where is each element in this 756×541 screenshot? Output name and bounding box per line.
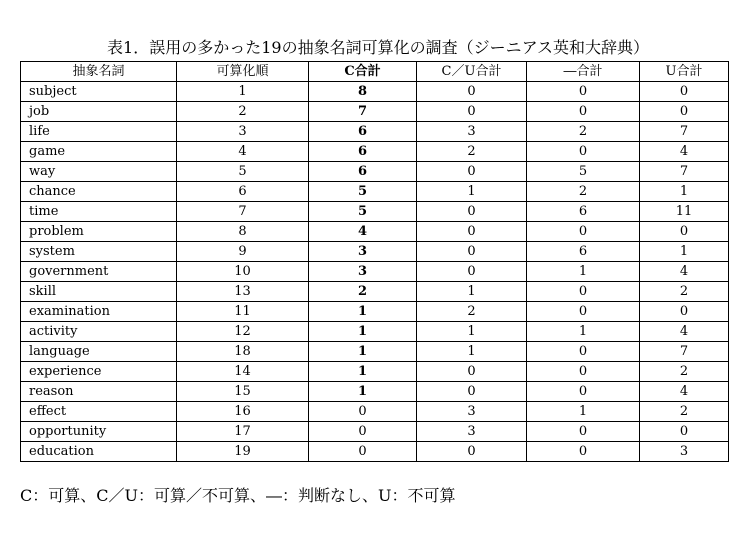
table-row [21, 442, 729, 462]
legend-note: C：可算、C／U：可算／不可算、―：判断なし、U：不可算 [20, 486, 456, 505]
cell-noun: skill [21, 282, 177, 302]
cell-cu-total: 3 [417, 402, 527, 422]
cell-cu-total: 1 [417, 282, 527, 302]
table-row [21, 282, 729, 302]
cell-cu-total: 0 [417, 262, 527, 282]
cell-dash-total: 0 [527, 282, 640, 302]
cell-dash-total: 1 [527, 402, 640, 422]
cell-noun: opportunity [21, 422, 177, 442]
cell-rank: 5 [177, 162, 309, 182]
cell-dash-total: 0 [527, 82, 640, 102]
cell-cu-total: 0 [417, 442, 527, 462]
table-row [21, 242, 729, 262]
table-row [21, 322, 729, 342]
cell-cu-total: 0 [417, 102, 527, 122]
cell-dash-total: 0 [527, 442, 640, 462]
cell-u-total: 1 [640, 182, 729, 202]
cell-u-total: 7 [640, 342, 729, 362]
cell-rank: 6 [177, 182, 309, 202]
cell-c-total: 1 [309, 362, 417, 382]
table-row [21, 402, 729, 422]
table-row [21, 422, 729, 442]
cell-rank: 1 [177, 82, 309, 102]
cell-rank: 10 [177, 262, 309, 282]
table-body [21, 82, 729, 462]
table-row [21, 202, 729, 222]
cell-noun: game [21, 142, 177, 162]
cell-rank: 9 [177, 242, 309, 262]
cell-cu-total: 2 [417, 142, 527, 162]
table-row [21, 142, 729, 162]
cell-c-total: 6 [309, 142, 417, 162]
cell-rank: 17 [177, 422, 309, 442]
table-row [21, 302, 729, 322]
cell-rank: 2 [177, 102, 309, 122]
cell-noun: government [21, 262, 177, 282]
cell-rank: 15 [177, 382, 309, 402]
noun-countability-table [20, 61, 729, 462]
cell-rank: 14 [177, 362, 309, 382]
cell-c-total: 0 [309, 422, 417, 442]
cell-u-total: 1 [640, 242, 729, 262]
cell-c-total: 8 [309, 82, 417, 102]
header-rank: 可算化順 [177, 62, 309, 82]
cell-dash-total: 0 [527, 142, 640, 162]
table-row [21, 342, 729, 362]
cell-dash-total: 1 [527, 262, 640, 282]
cell-noun: system [21, 242, 177, 262]
table-row [21, 222, 729, 242]
cell-cu-total: 1 [417, 182, 527, 202]
cell-dash-total: 0 [527, 422, 640, 442]
cell-u-total: 0 [640, 102, 729, 122]
cell-rank: 3 [177, 122, 309, 142]
cell-cu-total: 1 [417, 322, 527, 342]
cell-c-total: 5 [309, 202, 417, 222]
cell-noun: problem [21, 222, 177, 242]
cell-cu-total: 0 [417, 82, 527, 102]
cell-cu-total: 0 [417, 202, 527, 222]
cell-noun: activity [21, 322, 177, 342]
cell-rank: 11 [177, 302, 309, 322]
cell-u-total: 3 [640, 442, 729, 462]
cell-u-total: 4 [640, 322, 729, 342]
cell-noun: experience [21, 362, 177, 382]
cell-c-total: 0 [309, 442, 417, 462]
cell-cu-total: 2 [417, 302, 527, 322]
cell-dash-total: 0 [527, 302, 640, 322]
cell-cu-total: 3 [417, 422, 527, 442]
cell-noun: subject [21, 82, 177, 102]
cell-c-total: 3 [309, 242, 417, 262]
cell-u-total: 4 [640, 262, 729, 282]
cell-noun: chance [21, 182, 177, 202]
cell-cu-total: 0 [417, 162, 527, 182]
cell-rank: 7 [177, 202, 309, 222]
header-c-total: C合計 [309, 62, 417, 82]
cell-dash-total: 5 [527, 162, 640, 182]
cell-dash-total: 0 [527, 222, 640, 242]
cell-noun: education [21, 442, 177, 462]
cell-u-total: 2 [640, 402, 729, 422]
cell-c-total: 4 [309, 222, 417, 242]
cell-noun: effect [21, 402, 177, 422]
cell-dash-total: 0 [527, 362, 640, 382]
cell-c-total: 1 [309, 382, 417, 402]
cell-noun: reason [21, 382, 177, 402]
cell-u-total: 4 [640, 142, 729, 162]
cell-c-total: 7 [309, 102, 417, 122]
cell-cu-total: 0 [417, 382, 527, 402]
cell-c-total: 1 [309, 322, 417, 342]
cell-noun: language [21, 342, 177, 362]
cell-rank: 18 [177, 342, 309, 362]
cell-u-total: 0 [640, 302, 729, 322]
table-row [21, 382, 729, 402]
cell-u-total: 2 [640, 362, 729, 382]
cell-c-total: 2 [309, 282, 417, 302]
table-header-row [21, 62, 729, 82]
cell-dash-total: 6 [527, 242, 640, 262]
cell-noun: examination [21, 302, 177, 322]
header-noun: 抽象名詞 [21, 62, 177, 82]
cell-u-total: 0 [640, 82, 729, 102]
cell-rank: 13 [177, 282, 309, 302]
table-row [21, 122, 729, 142]
cell-cu-total: 1 [417, 342, 527, 362]
header-u-total: U合計 [640, 62, 729, 82]
cell-c-total: 1 [309, 342, 417, 362]
table-row [21, 362, 729, 382]
cell-dash-total: 6 [527, 202, 640, 222]
cell-rank: 4 [177, 142, 309, 162]
cell-rank: 12 [177, 322, 309, 342]
cell-dash-total: 2 [527, 122, 640, 142]
cell-dash-total: 0 [527, 342, 640, 362]
cell-cu-total: 3 [417, 122, 527, 142]
table-row [21, 182, 729, 202]
cell-c-total: 6 [309, 122, 417, 142]
cell-rank: 16 [177, 402, 309, 422]
cell-cu-total: 0 [417, 222, 527, 242]
cell-dash-total: 1 [527, 322, 640, 342]
cell-u-total: 7 [640, 122, 729, 142]
table-row [21, 102, 729, 122]
cell-rank: 19 [177, 442, 309, 462]
table-row [21, 82, 729, 102]
cell-u-total: 2 [640, 282, 729, 302]
cell-u-total: 4 [640, 382, 729, 402]
cell-u-total: 11 [640, 202, 729, 222]
cell-noun: life [21, 122, 177, 142]
table-row [21, 162, 729, 182]
cell-cu-total: 0 [417, 242, 527, 262]
cell-rank: 8 [177, 222, 309, 242]
header-cu-total: C／U合計 [417, 62, 527, 82]
cell-c-total: 3 [309, 262, 417, 282]
table-row [21, 262, 729, 282]
cell-u-total: 0 [640, 422, 729, 442]
cell-u-total: 7 [640, 162, 729, 182]
header-dash-total: ―合計 [527, 62, 640, 82]
cell-dash-total: 2 [527, 182, 640, 202]
table-caption: 表1．誤用の多かった19の抽象名詞可算化の調査（ジーニアス英和大辞典） [107, 38, 649, 57]
cell-dash-total: 0 [527, 102, 640, 122]
cell-noun: way [21, 162, 177, 182]
cell-c-total: 1 [309, 302, 417, 322]
cell-noun: time [21, 202, 177, 222]
cell-c-total: 6 [309, 162, 417, 182]
cell-dash-total: 0 [527, 382, 640, 402]
cell-u-total: 0 [640, 222, 729, 242]
cell-c-total: 5 [309, 182, 417, 202]
cell-noun: job [21, 102, 177, 122]
cell-cu-total: 0 [417, 362, 527, 382]
cell-c-total: 0 [309, 402, 417, 422]
